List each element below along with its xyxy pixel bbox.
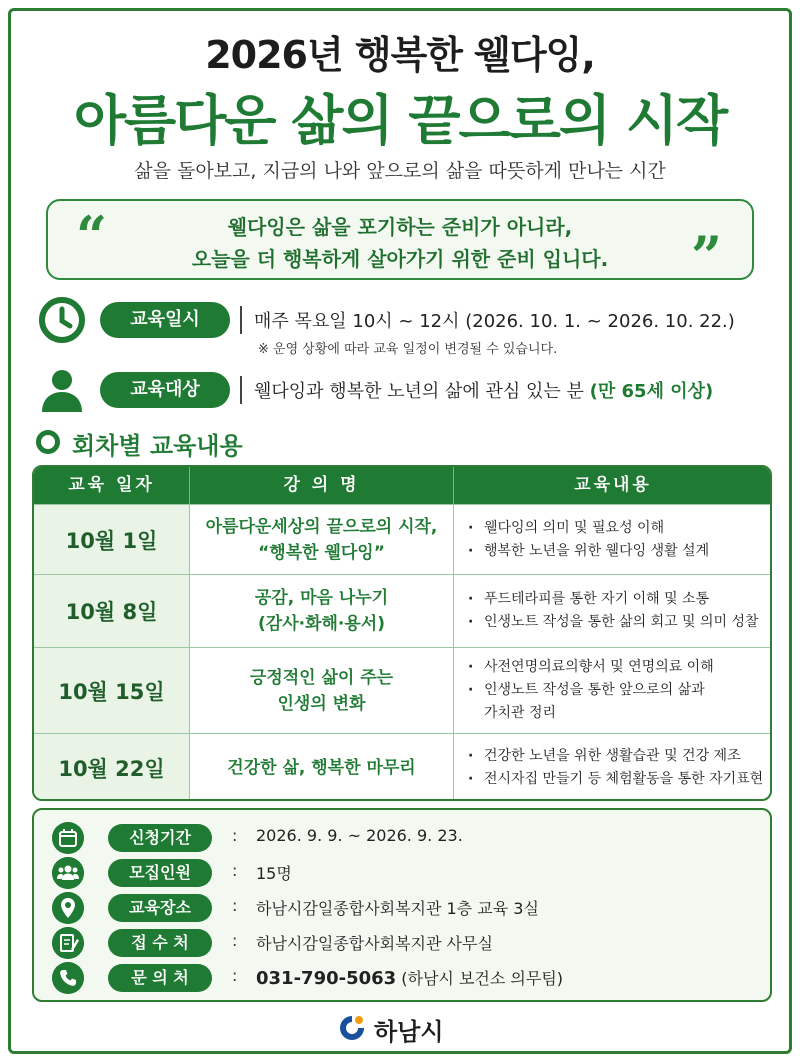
divider — [240, 376, 242, 404]
detail-value-text: 2026. 9. 9. ~ 2026. 9. 23. — [256, 826, 463, 845]
detail-label: 접 수 처 — [108, 929, 212, 957]
target-value — [254, 377, 713, 403]
schedule-row — [36, 296, 776, 357]
quote-line-2: 오늘을 더 행복하게 살아가기 위한 준비 입니다. — [191, 247, 609, 271]
content-item: · 인생노트 작성을 통한 앞으로의 삶과 — [468, 679, 772, 702]
content-item: · 건강한 노년을 위한 생활습관 및 건강 제조 — [468, 745, 772, 768]
detail-value — [256, 966, 563, 989]
colon: : — [232, 966, 238, 985]
person-icon — [38, 366, 86, 414]
detail-value — [256, 931, 493, 954]
lecture-line: 아름다운세상의 끝으로의 시작, — [205, 516, 438, 537]
table-row — [34, 574, 770, 647]
location-pin-icon — [52, 892, 84, 924]
header-content: 교육내용 — [453, 467, 772, 504]
detail-label: 신청기간 — [108, 824, 212, 852]
curriculum-table — [32, 465, 772, 801]
row-lecture — [189, 575, 453, 647]
content-item: · 웰다잉의 의미 및 필요성 이해 — [468, 517, 772, 540]
content-item: · 전시자집 만들기 등 체험활동을 통한 자기표현 — [468, 768, 772, 791]
detail-value — [256, 861, 292, 884]
row-content — [453, 648, 772, 733]
section-title-text: 회차별 교육내용 — [72, 432, 243, 460]
form-edit-icon — [52, 927, 84, 959]
detail-value-text: 하남시감일종합사회복지관 1층 교육 3실 — [256, 899, 539, 918]
target-age-highlight: (만 65세 이상) — [589, 381, 714, 402]
quote-line-1: 웰다잉은 삶을 포기하는 준비가 아니라, — [227, 215, 573, 239]
hanam-logo-icon — [338, 1014, 366, 1042]
lecture-line: “행복한 웰다잉” — [258, 542, 385, 563]
detail-row — [52, 822, 752, 854]
title-line-2: 아름다운 삶의 끝으로의 시작 — [73, 89, 727, 152]
table-header — [34, 467, 770, 504]
row-content — [453, 734, 772, 801]
detail-value-text: 하남시감일종합사회복지관 사무실 — [256, 934, 493, 953]
content-item: 가치관 정리 — [484, 705, 557, 721]
detail-value — [256, 896, 539, 919]
details-box — [32, 808, 772, 1002]
detail-label: 문 의 처 — [108, 964, 212, 992]
detail-label: 모집인원 — [108, 859, 212, 887]
row-date: 10월 22일 — [34, 734, 189, 801]
row-lecture — [189, 734, 453, 801]
target-row — [36, 366, 776, 414]
colon: : — [232, 826, 238, 845]
row-date: 10월 15일 — [34, 648, 189, 733]
content-item: · 푸드테라피를 통한 자기 이해 및 소통 — [468, 588, 772, 611]
phone-icon — [52, 962, 84, 994]
header-date: 교육 일자 — [68, 475, 155, 495]
lecture-line: (감사·화해·용서) — [258, 614, 385, 634]
table-row — [34, 647, 770, 733]
row-content — [453, 505, 772, 574]
row-date: 10월 1일 — [34, 505, 189, 574]
content-item: · 행복한 노년을 위한 웰다잉 생활 설계 — [468, 540, 772, 563]
colon: : — [232, 896, 238, 915]
lecture-line: 공감, 마음 나누기 — [254, 588, 389, 608]
colon: : — [232, 861, 238, 880]
quote-box — [46, 199, 754, 288]
detail-row — [52, 857, 752, 889]
detail-value-extra: (하남시 보건소 의무팀) — [396, 969, 564, 988]
schedule-label: 교육일시 — [100, 302, 230, 338]
divider — [240, 306, 242, 334]
detail-row — [52, 892, 752, 924]
clock-icon — [38, 296, 86, 344]
content-item: · 인생노트 작성을 통한 삶의 회고 및 의미 성찰 — [468, 611, 772, 634]
title-line-1: 2026년 행복한 웰다잉, — [205, 33, 595, 77]
row-lecture — [189, 648, 453, 733]
lecture-line: 인생의 변화 — [277, 693, 366, 714]
people-icon — [52, 857, 84, 889]
target-text: 웰다잉과 행복한 노년의 삶에 관심 있는 분 — [254, 381, 590, 402]
header-lecture: 강 의 명 — [189, 467, 453, 504]
detail-value-text: 031-790-5063 — [256, 968, 397, 989]
table-row — [34, 733, 770, 801]
row-lecture — [189, 505, 453, 574]
detail-row — [52, 927, 752, 959]
lecture-line: 건강한 삶, 행복한 마무리 — [227, 757, 416, 778]
close-quote-icon: ” — [690, 224, 722, 288]
table-row — [34, 504, 770, 574]
schedule-value: 매주 목요일 10시 ~ 12시 (2026. 10. 1. ~ 2026. 10. 22.) — [254, 311, 735, 332]
open-quote-icon: “ — [76, 204, 108, 268]
content-item: · 사전연명의료의향서 및 연명의료 이해 — [468, 656, 772, 679]
circle-bullet-icon — [36, 430, 60, 454]
lecture-line: 긍정적인 삶이 주는 — [249, 667, 394, 688]
logo-text: 하남시 — [374, 1018, 444, 1046]
subtitle: 삶을 돌아보고, 지금의 나와 앞으로의 삶을 따뜻하게 만나는 시간 — [134, 160, 666, 182]
target-label: 교육대상 — [100, 372, 230, 408]
detail-row — [52, 962, 752, 994]
detail-label: 교육장소 — [108, 894, 212, 922]
calendar-icon — [52, 822, 84, 854]
colon: : — [232, 931, 238, 950]
row-content — [453, 575, 772, 647]
detail-value-text: 15명 — [256, 864, 292, 883]
detail-value — [256, 826, 463, 845]
schedule-note: ※ 운영 상황에 따라 교육 일정이 변경될 수 있습니다. — [258, 342, 558, 357]
row-date: 10월 8일 — [34, 575, 189, 647]
